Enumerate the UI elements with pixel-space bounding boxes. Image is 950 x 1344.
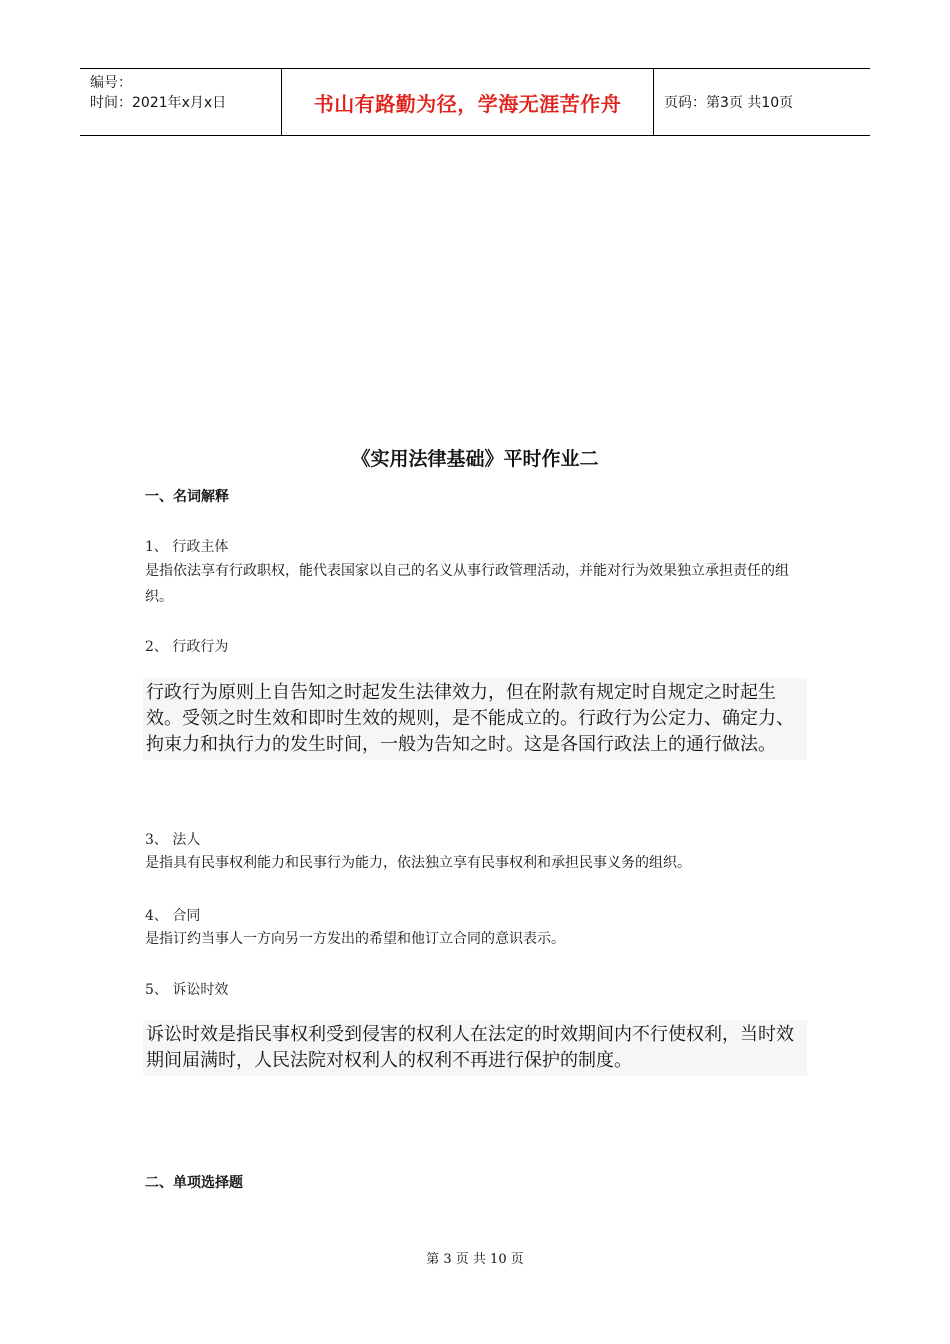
- term-label: 4、 合同: [145, 908, 201, 924]
- motto-text: 书山有路勤为径，学海无涯苦作舟: [313, 91, 622, 116]
- term-label: 2、 行政行为: [145, 639, 229, 655]
- section-heading-definitions: 一、名词解释: [145, 489, 229, 505]
- header-meta-cell: [80, 69, 282, 135]
- term-definition: 是指具有民事权利能力和民事行为能力，依法独立享有民事权利和承担民事义务的组织。: [145, 855, 691, 871]
- term-definition: 是指依法享有行政职权，能代表国家以自己的名义从事行政管理活动，并能对行为效果独立承担责任的组织。: [145, 563, 789, 605]
- document-title: 《实用法律基础》平时作业二: [351, 448, 599, 470]
- term-definition: 是指订约当事人一方向另一方发出的希望和他订立合同的意识表示。: [145, 931, 565, 947]
- page-header: [80, 68, 870, 136]
- number-label: 编号：: [90, 75, 132, 91]
- term-label: 5、 诉讼时效: [145, 982, 229, 998]
- page-info: 页码：第3页 共10页: [664, 95, 794, 111]
- term-label: 1、 行政主体: [145, 539, 229, 555]
- term-label: 3、 法人: [145, 832, 201, 848]
- header-motto-cell: [282, 69, 654, 135]
- page-footer: 第 3 页 共 10 页: [426, 1252, 524, 1267]
- header-page-cell: [654, 69, 870, 135]
- term-definition-highlighted: 诉讼时效是指民事权利受到侵害的权利人在法定的时效期间内不行使权利，当时效期间届满时，人民法院对权利人的权利不再进行保护的制度。: [143, 1020, 807, 1076]
- time-label: 时间：2021年x月x日: [90, 95, 227, 111]
- term-definition-highlighted: 行政行为原则上自告知之时起发生法律效力，但在附款有规定时自规定之时起生效。受领之时生效和即时生效的规则，是不能成立的。行政行为公定力、确定力、拘束力和执行力的发生时间，一般为告知之时。这是各国行政法上的通行做法。: [143, 678, 807, 760]
- section-heading-single-choice: 二、单项选择题: [145, 1175, 243, 1191]
